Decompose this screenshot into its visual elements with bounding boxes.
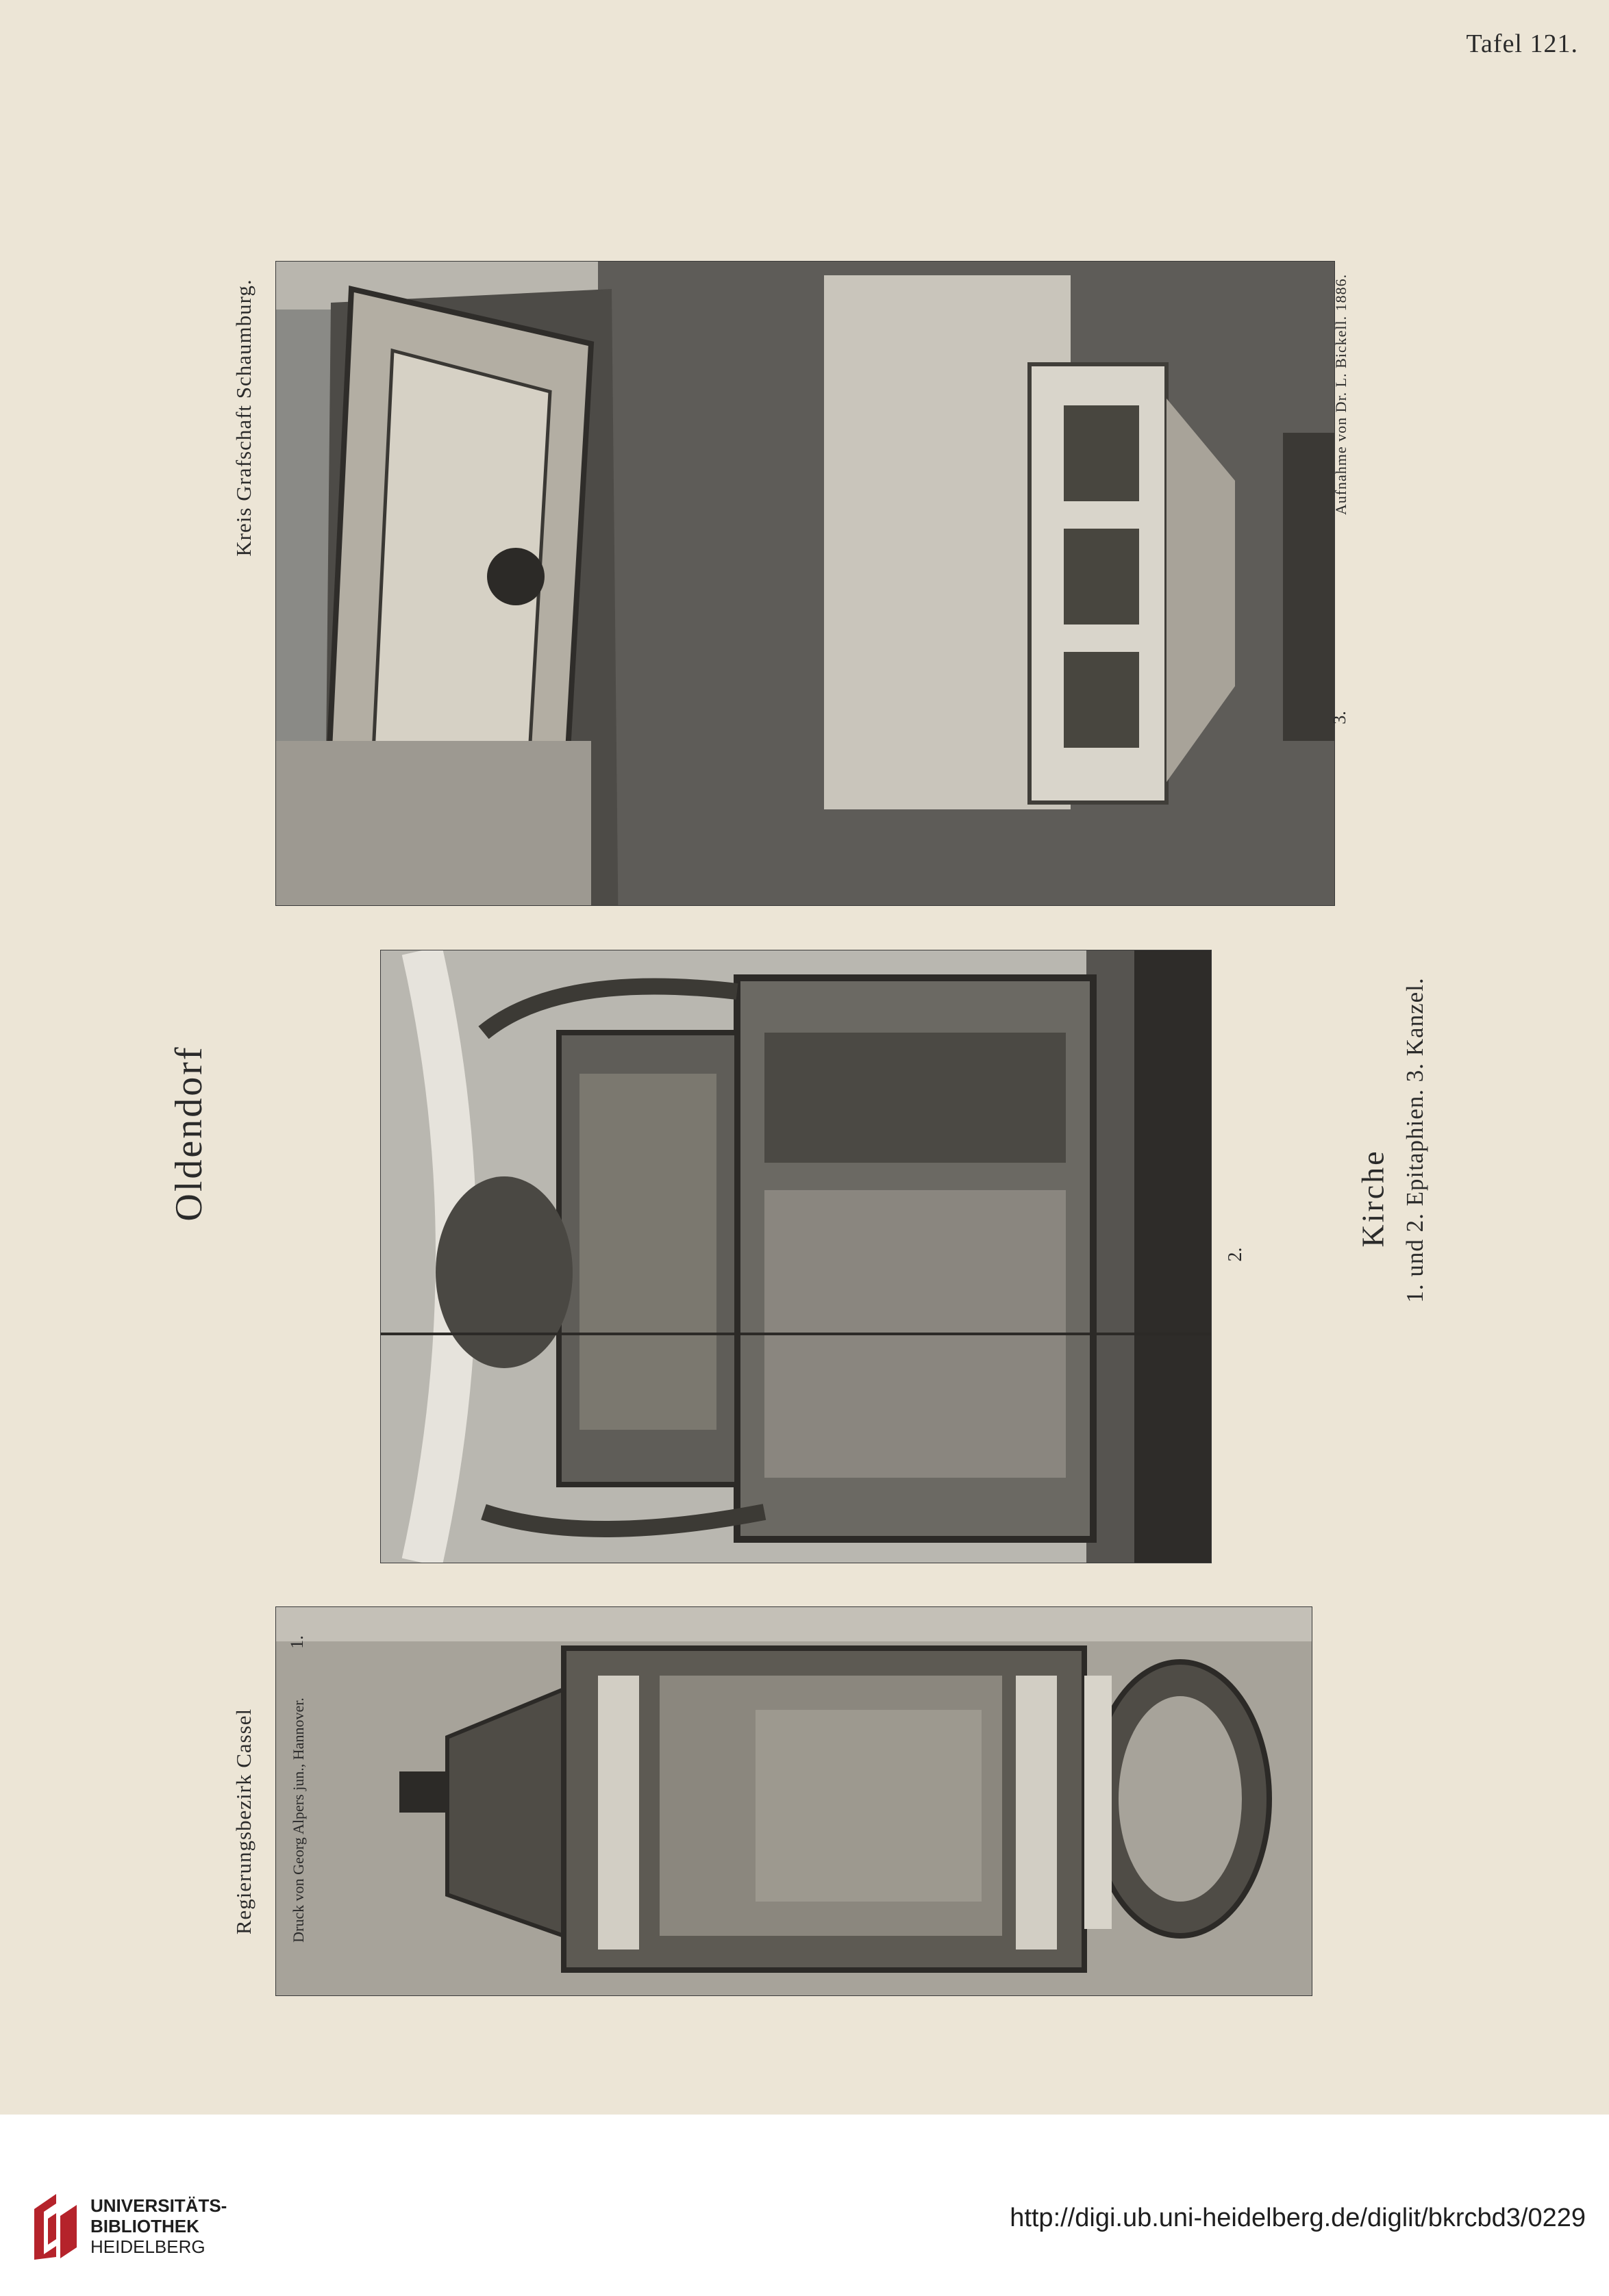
photo-pulpit (276, 262, 1334, 905)
place-name: Oldendorf (168, 1045, 210, 1222)
library-footer (0, 2115, 1609, 2296)
plate-number: Tafel 121. (1466, 29, 1578, 58)
photo3-number: 3. (1330, 711, 1349, 724)
photo3-credit: Aufnahme von Dr. L. Bickell. 1886. (1332, 273, 1349, 516)
university-library-logo-icon (29, 2188, 82, 2264)
caption-subtitle: 1. und 2. Epitaphien. 3. Kanzel. (1401, 977, 1428, 1303)
photo1-credit: Druck von Georg Alpers jun., Hannover. (290, 1698, 307, 1943)
caption-title: Kirche (1355, 1149, 1390, 1248)
photo-epitaph-1 (276, 1607, 1312, 1995)
photo-epitaph-2 (381, 950, 1211, 1563)
library-name (90, 2195, 227, 2257)
epitaph-1-photo-image (276, 1607, 1312, 1995)
region-label-left: Regierungsbezirk Cassel (232, 1708, 255, 1935)
library-name-line2: BIBLIOTHEK (90, 2216, 199, 2236)
library-name-line3: HEIDELBERG (90, 2236, 205, 2257)
library-name-line1: UNIVERSITÄTS- (90, 2195, 227, 2216)
region-label-right: Kreis Grafschaft Schaumburg. (232, 279, 255, 557)
photo1-number: 1. (287, 1635, 307, 1649)
pulpit-photo-image (276, 262, 1334, 905)
photo2-number: 2. (1225, 1247, 1246, 1262)
source-url-link[interactable]: http://digi.ub.uni-heidelberg.de/diglit/bkrcbd3/0229 (1010, 2204, 1586, 2232)
epitaph-2-photo-image (381, 950, 1211, 1563)
